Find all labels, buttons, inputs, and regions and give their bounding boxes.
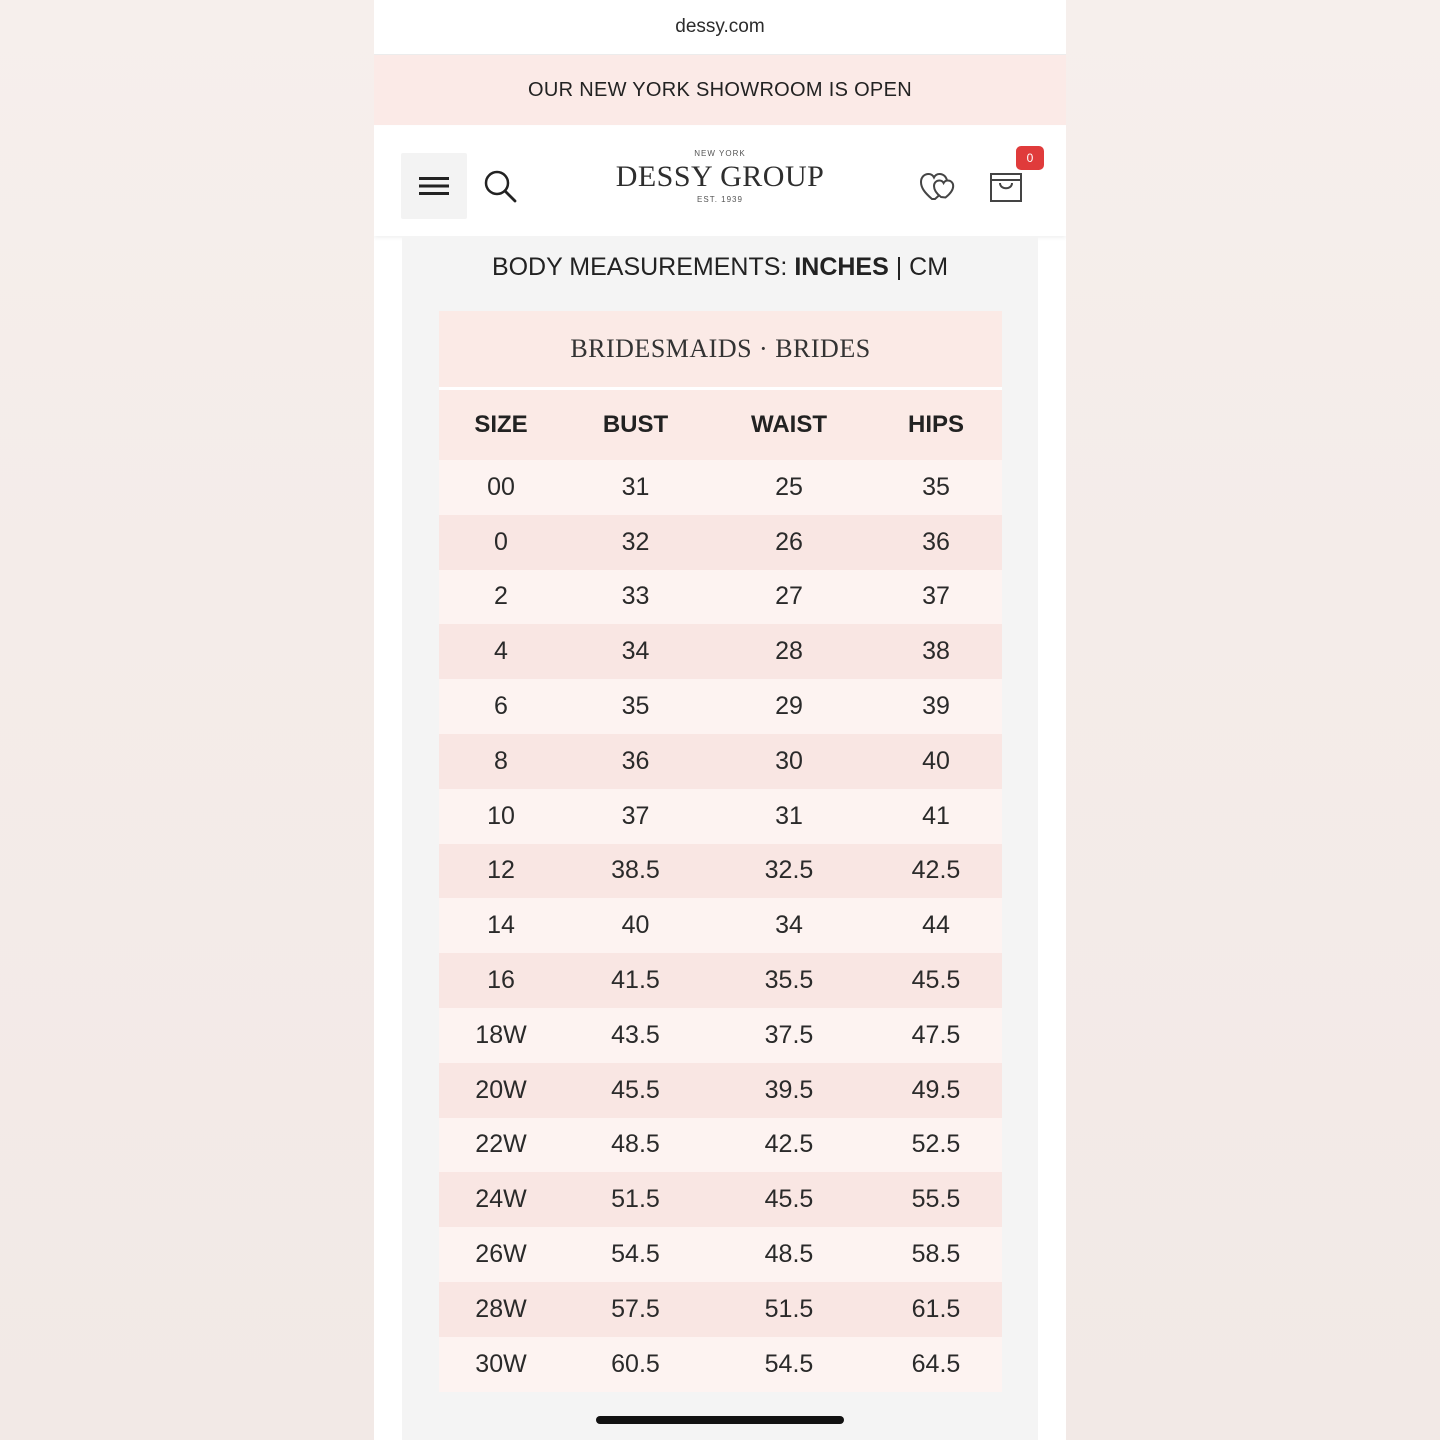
cell-waist: 27 <box>708 570 870 625</box>
table-row <box>439 844 1002 899</box>
site-header <box>374 126 1066 236</box>
cell-bust: 60.5 <box>563 1337 708 1392</box>
table-row <box>439 1008 1002 1063</box>
cell-hips: 42.5 <box>870 844 1002 899</box>
size-chart <box>439 311 1002 1392</box>
cell-waist: 42.5 <box>708 1118 870 1173</box>
cell-waist: 35.5 <box>708 953 870 1008</box>
hamburger-menu-icon <box>418 174 450 198</box>
cell-size: 18W <box>439 1008 563 1063</box>
home-indicator[interactable] <box>596 1416 844 1424</box>
table-row <box>439 1172 1002 1227</box>
menu-button[interactable] <box>401 153 467 219</box>
announcement-banner[interactable] <box>374 55 1066 125</box>
cell-bust: 57.5 <box>563 1282 708 1337</box>
cell-waist: 28 <box>708 624 870 679</box>
cell-bust: 32 <box>563 515 708 570</box>
cell-size: 6 <box>439 679 563 734</box>
cell-bust: 48.5 <box>563 1118 708 1173</box>
cell-waist: 26 <box>708 515 870 570</box>
hearts-icon <box>919 169 957 203</box>
search-button[interactable] <box>480 166 520 206</box>
cell-size: 14 <box>439 898 563 953</box>
cell-bust: 40 <box>563 898 708 953</box>
cell-waist: 37.5 <box>708 1008 870 1063</box>
cell-hips: 47.5 <box>870 1008 1002 1063</box>
cell-waist: 39.5 <box>708 1063 870 1118</box>
table-row <box>439 679 1002 734</box>
cart-button[interactable] <box>986 166 1026 206</box>
size-chart-title: BRIDESMAIDS · BRIDES <box>439 311 1002 390</box>
cell-hips: 36 <box>870 515 1002 570</box>
phone-screen <box>374 0 1066 1440</box>
table-row <box>439 953 1002 1008</box>
size-table <box>439 390 1002 1392</box>
table-row <box>439 570 1002 625</box>
cell-size: 26W <box>439 1227 563 1282</box>
unit-separator: | <box>888 253 910 281</box>
url-text: dessy.com <box>675 16 765 37</box>
cell-bust: 37 <box>563 789 708 844</box>
logo-main-text: DESSY GROUP <box>615 160 825 193</box>
measurements-label: BODY MEASUREMENTS: <box>491 253 795 281</box>
cart-count-badge: 0 <box>1016 146 1044 170</box>
cell-bust: 45.5 <box>563 1063 708 1118</box>
table-row <box>439 1227 1002 1282</box>
column-header-hips: HIPS <box>870 390 1002 460</box>
measurement-units-toggle <box>402 247 1038 287</box>
blurred-backdrop-right <box>1066 0 1440 1440</box>
cell-bust: 41.5 <box>563 953 708 1008</box>
cell-hips: 41 <box>870 789 1002 844</box>
cell-waist: 45.5 <box>708 1172 870 1227</box>
cell-hips: 35 <box>870 460 1002 515</box>
cell-hips: 39 <box>870 679 1002 734</box>
table-row <box>439 460 1002 515</box>
announcement-text: OUR NEW YORK SHOWROOM IS OPEN <box>528 78 912 101</box>
cell-size: 24W <box>439 1172 563 1227</box>
table-header-row <box>439 390 1002 460</box>
cell-hips: 49.5 <box>870 1063 1002 1118</box>
cell-hips: 40 <box>870 734 1002 789</box>
cell-waist: 25 <box>708 460 870 515</box>
column-header-size: SIZE <box>439 390 563 460</box>
cell-size: 12 <box>439 844 563 899</box>
table-row <box>439 1337 1002 1392</box>
cell-bust: 36 <box>563 734 708 789</box>
cell-bust: 34 <box>563 624 708 679</box>
column-header-bust: BUST <box>563 390 708 460</box>
cell-waist: 54.5 <box>708 1337 870 1392</box>
cell-hips: 55.5 <box>870 1172 1002 1227</box>
cell-bust: 38.5 <box>563 844 708 899</box>
table-row <box>439 898 1002 953</box>
blurred-backdrop-left <box>0 0 374 1440</box>
cell-hips: 45.5 <box>870 953 1002 1008</box>
browser-url-bar[interactable] <box>374 0 1066 55</box>
cell-size: 28W <box>439 1282 563 1337</box>
table-row <box>439 515 1002 570</box>
table-body <box>439 460 1002 1392</box>
logo-bottom-text: EST. 1939 <box>697 195 743 204</box>
unit-cm-link[interactable]: CM <box>909 253 949 281</box>
cell-bust: 43.5 <box>563 1008 708 1063</box>
cell-size: 22W <box>439 1118 563 1173</box>
cell-size: 20W <box>439 1063 563 1118</box>
cell-size: 0 <box>439 515 563 570</box>
unit-inches-link[interactable]: INCHES <box>794 253 889 281</box>
cell-hips: 61.5 <box>870 1282 1002 1337</box>
cell-waist: 51.5 <box>708 1282 870 1337</box>
cell-bust: 54.5 <box>563 1227 708 1282</box>
cell-waist: 29 <box>708 679 870 734</box>
cell-size: 00 <box>439 460 563 515</box>
cell-waist: 30 <box>708 734 870 789</box>
cell-waist: 48.5 <box>708 1227 870 1282</box>
table-row <box>439 624 1002 679</box>
table-row <box>439 1118 1002 1173</box>
shopping-bag-icon <box>988 168 1024 204</box>
cell-bust: 31 <box>563 460 708 515</box>
search-icon <box>482 168 518 204</box>
cell-hips: 52.5 <box>870 1118 1002 1173</box>
size-chart-panel <box>402 237 1038 1440</box>
cell-bust: 33 <box>563 570 708 625</box>
table-row <box>439 1282 1002 1337</box>
cell-hips: 44 <box>870 898 1002 953</box>
table-row <box>439 789 1002 844</box>
cell-size: 16 <box>439 953 563 1008</box>
cell-waist: 31 <box>708 789 870 844</box>
cell-size: 10 <box>439 789 563 844</box>
cell-hips: 37 <box>870 570 1002 625</box>
cell-waist: 32.5 <box>708 844 870 899</box>
cell-size: 8 <box>439 734 563 789</box>
table-row <box>439 734 1002 789</box>
logo-top-text: NEW YORK <box>694 149 746 158</box>
cell-hips: 64.5 <box>870 1337 1002 1392</box>
cell-size: 4 <box>439 624 563 679</box>
cell-size: 30W <box>439 1337 563 1392</box>
cell-hips: 38 <box>870 624 1002 679</box>
cell-bust: 35 <box>563 679 708 734</box>
table-row <box>439 1063 1002 1118</box>
wishlist-button[interactable] <box>918 166 958 206</box>
cell-size: 2 <box>439 570 563 625</box>
column-header-waist: WAIST <box>708 390 870 460</box>
dessy-group-logo[interactable] <box>594 148 846 214</box>
cell-waist: 34 <box>708 898 870 953</box>
cell-bust: 51.5 <box>563 1172 708 1227</box>
cell-hips: 58.5 <box>870 1227 1002 1282</box>
